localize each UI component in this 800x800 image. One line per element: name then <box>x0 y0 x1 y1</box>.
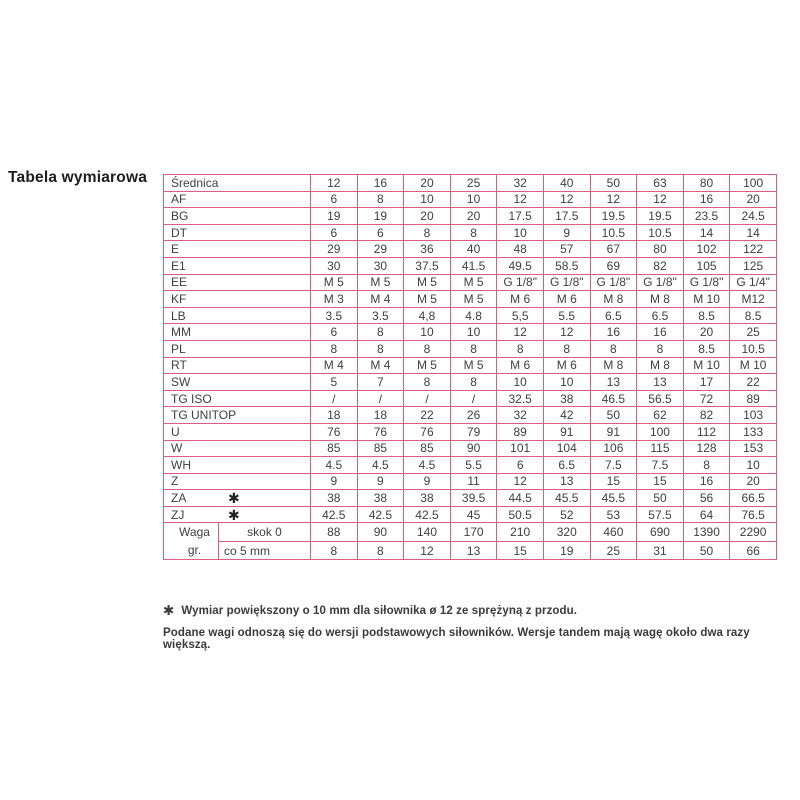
row-label: SW <box>164 374 311 391</box>
table-row <box>164 506 777 523</box>
table-cell: 12 <box>404 541 451 560</box>
table-cell: 19 <box>311 208 358 225</box>
table-cell: M 6 <box>497 357 544 374</box>
table-cell: M 6 <box>543 291 590 308</box>
table-cell: 45 <box>450 506 497 523</box>
table-cell: M 3 <box>311 291 358 308</box>
table-cell: 7.5 <box>637 457 684 474</box>
table-cell: 76.5 <box>730 506 777 523</box>
table-cell: 90 <box>357 523 404 542</box>
table-cell: 16 <box>683 473 730 490</box>
row-label: ZA ✱ <box>164 490 311 507</box>
table-cell: 38 <box>543 390 590 407</box>
table-cell: 49.5 <box>497 257 544 274</box>
table-cell: 76 <box>357 423 404 440</box>
table-cell: 6 <box>311 191 358 208</box>
table-cell: 91 <box>543 423 590 440</box>
table-cell: 8 <box>357 324 404 341</box>
table-cell: M 10 <box>683 357 730 374</box>
table-cell: 91 <box>590 423 637 440</box>
table-cell: 50 <box>637 490 684 507</box>
table-cell: 19 <box>543 541 590 560</box>
table-row <box>164 374 777 391</box>
table-cell: 66.5 <box>730 490 777 507</box>
table-row <box>164 423 777 440</box>
table-cell: 20 <box>450 208 497 225</box>
table-cell: 72 <box>683 390 730 407</box>
table-row <box>164 440 777 457</box>
table-cell: 19 <box>357 208 404 225</box>
table-cell: 8 <box>450 340 497 357</box>
table-cell: 50 <box>590 407 637 424</box>
table-cell: 20 <box>730 191 777 208</box>
table-cell: 15 <box>637 473 684 490</box>
table-header-row <box>164 175 777 192</box>
row-label: DT <box>164 224 311 241</box>
table-cell: M 8 <box>637 291 684 308</box>
table-cell: 57 <box>543 241 590 258</box>
table-row <box>164 473 777 490</box>
table-row <box>164 340 777 357</box>
table-cell: 105 <box>683 257 730 274</box>
table-cell: 85 <box>404 440 451 457</box>
table-cell: 50 <box>683 541 730 560</box>
table-cell: 5 <box>311 374 358 391</box>
table-cell: 8 <box>590 340 637 357</box>
table-cell: 29 <box>357 241 404 258</box>
table-cell: 26 <box>450 407 497 424</box>
table-cell: 8 <box>637 340 684 357</box>
weight-group-label-line: gr. <box>187 543 202 558</box>
table-cell: 15 <box>497 541 544 560</box>
table-cell: 12 <box>497 473 544 490</box>
table-cell: 122 <box>730 241 777 258</box>
table-cell: M 10 <box>683 291 730 308</box>
table-cell: 6 <box>357 224 404 241</box>
table-cell: 12 <box>497 191 544 208</box>
table-row <box>164 457 777 474</box>
table-cell: 46.5 <box>590 390 637 407</box>
table-cell: 8 <box>404 374 451 391</box>
table-row <box>164 307 777 324</box>
table-row <box>164 523 777 542</box>
table-cell: 25 <box>730 324 777 341</box>
table-cell: 76 <box>404 423 451 440</box>
table-cell: M 5 <box>404 274 451 291</box>
table-cell: 14 <box>683 224 730 241</box>
table-cell: / <box>311 390 358 407</box>
table-cell: M 5 <box>311 274 358 291</box>
table-cell: 19.5 <box>590 208 637 225</box>
table-cell: 7.5 <box>590 457 637 474</box>
footnote-weights: Podane wagi odnoszą się do wersji podstawowych siłowników. Wersje tandem mają wagę około dwa razy większą. <box>163 627 750 651</box>
table-cell: 8 <box>357 541 404 560</box>
table-row <box>164 390 777 407</box>
row-label: W <box>164 440 311 457</box>
table-cell: 66 <box>730 541 777 560</box>
row-label: Średnica <box>164 175 311 192</box>
table-cell: M 5 <box>404 357 451 374</box>
table-cell: G 1/8" <box>543 274 590 291</box>
table-cell: 8 <box>450 224 497 241</box>
table-cell: 2290 <box>730 523 777 542</box>
table-cell: 56.5 <box>637 390 684 407</box>
table-cell: 104 <box>543 440 590 457</box>
table-cell: 100 <box>637 423 684 440</box>
table-cell: 10 <box>497 374 544 391</box>
table-cell: 24.5 <box>730 208 777 225</box>
table-cell: 12 <box>497 324 544 341</box>
table-cell: / <box>357 390 404 407</box>
row-label: U <box>164 423 311 440</box>
table-cell: / <box>404 390 451 407</box>
table-cell: 42.5 <box>404 506 451 523</box>
table-cell: 320 <box>543 523 590 542</box>
table-cell: 12 <box>590 191 637 208</box>
table-cell: M 8 <box>637 357 684 374</box>
table-cell: 10 <box>404 324 451 341</box>
dimension-table-body <box>164 175 777 560</box>
column-header: 16 <box>357 175 404 192</box>
row-label: MM <box>164 324 311 341</box>
table-cell: 52 <box>543 506 590 523</box>
table-cell: 210 <box>497 523 544 542</box>
table-row <box>164 191 777 208</box>
table-cell: 4.8 <box>450 307 497 324</box>
table-cell: 460 <box>590 523 637 542</box>
table-cell: 13 <box>450 541 497 560</box>
row-label: KF <box>164 291 311 308</box>
table-cell: 12 <box>543 191 590 208</box>
weight-sub-label: skok 0 <box>219 523 311 542</box>
table-cell: M 5 <box>404 291 451 308</box>
column-header: 32 <box>497 175 544 192</box>
table-cell: 23.5 <box>683 208 730 225</box>
table-cell: 8.5 <box>683 340 730 357</box>
row-label: EE <box>164 274 311 291</box>
table-cell: 37.5 <box>404 257 451 274</box>
weight-sub-label: co 5 mm <box>219 541 311 560</box>
table-cell: 4.5 <box>357 457 404 474</box>
table-cell: 8 <box>450 374 497 391</box>
table-cell: M 4 <box>357 357 404 374</box>
table-cell: 3.5 <box>311 307 358 324</box>
table-cell: 5.5 <box>450 457 497 474</box>
table-cell: 5.5 <box>543 307 590 324</box>
table-cell: 58.5 <box>543 257 590 274</box>
table-cell: 10.5 <box>637 224 684 241</box>
table-cell: 10 <box>497 224 544 241</box>
table-cell: 14 <box>730 224 777 241</box>
table-cell: 170 <box>450 523 497 542</box>
table-cell: 16 <box>637 324 684 341</box>
table-cell: 6 <box>497 457 544 474</box>
table-cell: 13 <box>590 374 637 391</box>
table-cell: 85 <box>357 440 404 457</box>
table-row <box>164 241 777 258</box>
row-label: ZJ ✱ <box>164 506 311 523</box>
table-cell: 56 <box>683 490 730 507</box>
table-cell: 42.5 <box>311 506 358 523</box>
table-cell: 128 <box>683 440 730 457</box>
table-cell: 8 <box>404 340 451 357</box>
asterisk-icon: ✱ <box>163 603 175 618</box>
table-cell: 4.5 <box>311 457 358 474</box>
asterisk-icon: ✱ <box>228 490 240 507</box>
asterisk-icon: ✱ <box>228 506 240 523</box>
table-cell: 48 <box>497 241 544 258</box>
table-cell: 8 <box>683 457 730 474</box>
table-cell: 101 <box>497 440 544 457</box>
column-header: 50 <box>590 175 637 192</box>
table-cell: 3.5 <box>357 307 404 324</box>
table-cell: 8 <box>357 340 404 357</box>
table-cell: 79 <box>450 423 497 440</box>
table-row <box>164 274 777 291</box>
table-row <box>164 357 777 374</box>
table-cell: 4.5 <box>404 457 451 474</box>
table-cell: M 5 <box>450 291 497 308</box>
row-label: PL <box>164 340 311 357</box>
table-cell: 115 <box>637 440 684 457</box>
table-cell: 5,5 <box>497 307 544 324</box>
column-header: 12 <box>311 175 358 192</box>
table-row <box>164 541 777 560</box>
table-cell: 42 <box>543 407 590 424</box>
row-label: WH <box>164 457 311 474</box>
table-cell: 30 <box>311 257 358 274</box>
table-cell: M 5 <box>450 274 497 291</box>
table-cell: 11 <box>450 473 497 490</box>
table-cell: 102 <box>683 241 730 258</box>
table-cell: 16 <box>590 324 637 341</box>
table-cell: 690 <box>637 523 684 542</box>
table-cell: 39.5 <box>450 490 497 507</box>
table-cell: 9 <box>311 473 358 490</box>
table-cell: 133 <box>730 423 777 440</box>
table-cell: 6 <box>311 324 358 341</box>
table-row <box>164 291 777 308</box>
table-cell: 89 <box>497 423 544 440</box>
table-cell: M 4 <box>311 357 358 374</box>
table-cell: 112 <box>683 423 730 440</box>
table-cell: 29 <box>311 241 358 258</box>
table-cell: 106 <box>590 440 637 457</box>
table-cell: 36 <box>404 241 451 258</box>
table-cell: 1390 <box>683 523 730 542</box>
row-label: Z <box>164 473 311 490</box>
table-cell: 45.5 <box>590 490 637 507</box>
table-cell: G 1/8" <box>637 274 684 291</box>
table-cell: 20 <box>683 324 730 341</box>
table-cell: 17.5 <box>497 208 544 225</box>
table-cell: 88 <box>311 523 358 542</box>
table-cell: 7 <box>357 374 404 391</box>
table-row <box>164 490 777 507</box>
table-cell: 10 <box>404 191 451 208</box>
row-label: RT <box>164 357 311 374</box>
column-header: 40 <box>543 175 590 192</box>
table-cell: 8 <box>497 340 544 357</box>
table-cell: 8 <box>357 191 404 208</box>
table-cell: 103 <box>730 407 777 424</box>
table-cell: 4,8 <box>404 307 451 324</box>
table-cell: 32 <box>497 407 544 424</box>
row-label: TG ISO <box>164 390 311 407</box>
table-cell: 44.5 <box>497 490 544 507</box>
table-cell: 69 <box>590 257 637 274</box>
table-cell: 76 <box>311 423 358 440</box>
page-title: Tabela wymiarowa <box>8 169 148 186</box>
table-cell: 25 <box>590 541 637 560</box>
row-label: LB <box>164 307 311 324</box>
table-cell: 22 <box>404 407 451 424</box>
table-cell: 153 <box>730 440 777 457</box>
table-cell: 19.5 <box>637 208 684 225</box>
dimension-table <box>163 174 777 560</box>
table-cell: 8.5 <box>683 307 730 324</box>
table-cell: 12 <box>637 191 684 208</box>
table-cell: M12 <box>730 291 777 308</box>
table-cell: 8 <box>311 340 358 357</box>
table-cell: 9 <box>404 473 451 490</box>
table-cell: 9 <box>357 473 404 490</box>
table-cell: 22 <box>730 374 777 391</box>
table-cell: 16 <box>683 191 730 208</box>
table-cell: 82 <box>683 407 730 424</box>
table-cell: 89 <box>730 390 777 407</box>
table-cell: 140 <box>404 523 451 542</box>
table-cell: G 1/8" <box>590 274 637 291</box>
table-cell: 10 <box>450 191 497 208</box>
column-header: 63 <box>637 175 684 192</box>
table-cell: 8.5 <box>730 307 777 324</box>
table-cell: M 5 <box>450 357 497 374</box>
table-cell: 13 <box>637 374 684 391</box>
table-cell: 18 <box>311 407 358 424</box>
table-row <box>164 224 777 241</box>
table-cell: 8 <box>543 340 590 357</box>
column-header: 80 <box>683 175 730 192</box>
footnote-asterisk <box>163 603 577 619</box>
table-row <box>164 257 777 274</box>
table-cell: 80 <box>637 241 684 258</box>
table-cell: G 1/8" <box>683 274 730 291</box>
table-row <box>164 208 777 225</box>
table-cell: 6 <box>311 224 358 241</box>
table-cell: 67 <box>590 241 637 258</box>
column-header: 20 <box>404 175 451 192</box>
table-cell: 10.5 <box>730 340 777 357</box>
table-cell: 57.5 <box>637 506 684 523</box>
table-cell: 53 <box>590 506 637 523</box>
table-row <box>164 324 777 341</box>
table-cell: 38 <box>404 490 451 507</box>
table-cell: 38 <box>311 490 358 507</box>
row-label: E <box>164 241 311 258</box>
table-cell: G 1/4" <box>730 274 777 291</box>
table-cell: 18 <box>357 407 404 424</box>
weight-group-label-line: Waga <box>179 525 210 540</box>
table-cell: 6.5 <box>543 457 590 474</box>
column-header: 100 <box>730 175 777 192</box>
table-cell: 10 <box>543 374 590 391</box>
table-cell: 13 <box>543 473 590 490</box>
table-cell: 64 <box>683 506 730 523</box>
row-label: TG UNITOP <box>164 407 311 424</box>
table-cell: 6.5 <box>637 307 684 324</box>
row-label: BG <box>164 208 311 225</box>
table-cell: 42.5 <box>357 506 404 523</box>
table-cell: 10.5 <box>590 224 637 241</box>
table-cell: 62 <box>637 407 684 424</box>
row-label: E1 <box>164 257 311 274</box>
table-cell: M 8 <box>590 291 637 308</box>
table-cell: 6.5 <box>590 307 637 324</box>
table-cell: 8 <box>311 541 358 560</box>
table-cell: 82 <box>637 257 684 274</box>
table-cell: M 5 <box>357 274 404 291</box>
table-cell: 50.5 <box>497 506 544 523</box>
table-cell: 41.5 <box>450 257 497 274</box>
table-cell: 8 <box>404 224 451 241</box>
table-cell: 45.5 <box>543 490 590 507</box>
table-cell: 17.5 <box>543 208 590 225</box>
table-cell: M 4 <box>357 291 404 308</box>
table-cell: / <box>450 390 497 407</box>
table-cell: 31 <box>637 541 684 560</box>
table-cell: 90 <box>450 440 497 457</box>
table-cell: 85 <box>311 440 358 457</box>
row-label: AF <box>164 191 311 208</box>
table-cell: 12 <box>543 324 590 341</box>
table-cell: 30 <box>357 257 404 274</box>
table-cell: M 10 <box>730 357 777 374</box>
table-cell: 9 <box>543 224 590 241</box>
table-cell: 125 <box>730 257 777 274</box>
table-cell: 15 <box>590 473 637 490</box>
footnote-asterisk-text: Wymiar powiększony o 10 mm dla siłownika ø 12 ze sprężyną z przodu. <box>181 605 578 617</box>
table-cell: M 8 <box>590 357 637 374</box>
table-cell: 40 <box>450 241 497 258</box>
table-row <box>164 407 777 424</box>
table-cell: 17 <box>683 374 730 391</box>
dimension-table-wrap <box>163 174 777 560</box>
column-header: 25 <box>450 175 497 192</box>
weight-group-label <box>164 523 219 560</box>
table-cell: 38 <box>357 490 404 507</box>
table-cell: 10 <box>450 324 497 341</box>
table-cell: 10 <box>730 457 777 474</box>
table-cell: 20 <box>730 473 777 490</box>
table-cell: M 6 <box>543 357 590 374</box>
table-cell: G 1/8" <box>497 274 544 291</box>
table-cell: 20 <box>404 208 451 225</box>
table-cell: M 6 <box>497 291 544 308</box>
table-cell: 32.5 <box>497 390 544 407</box>
